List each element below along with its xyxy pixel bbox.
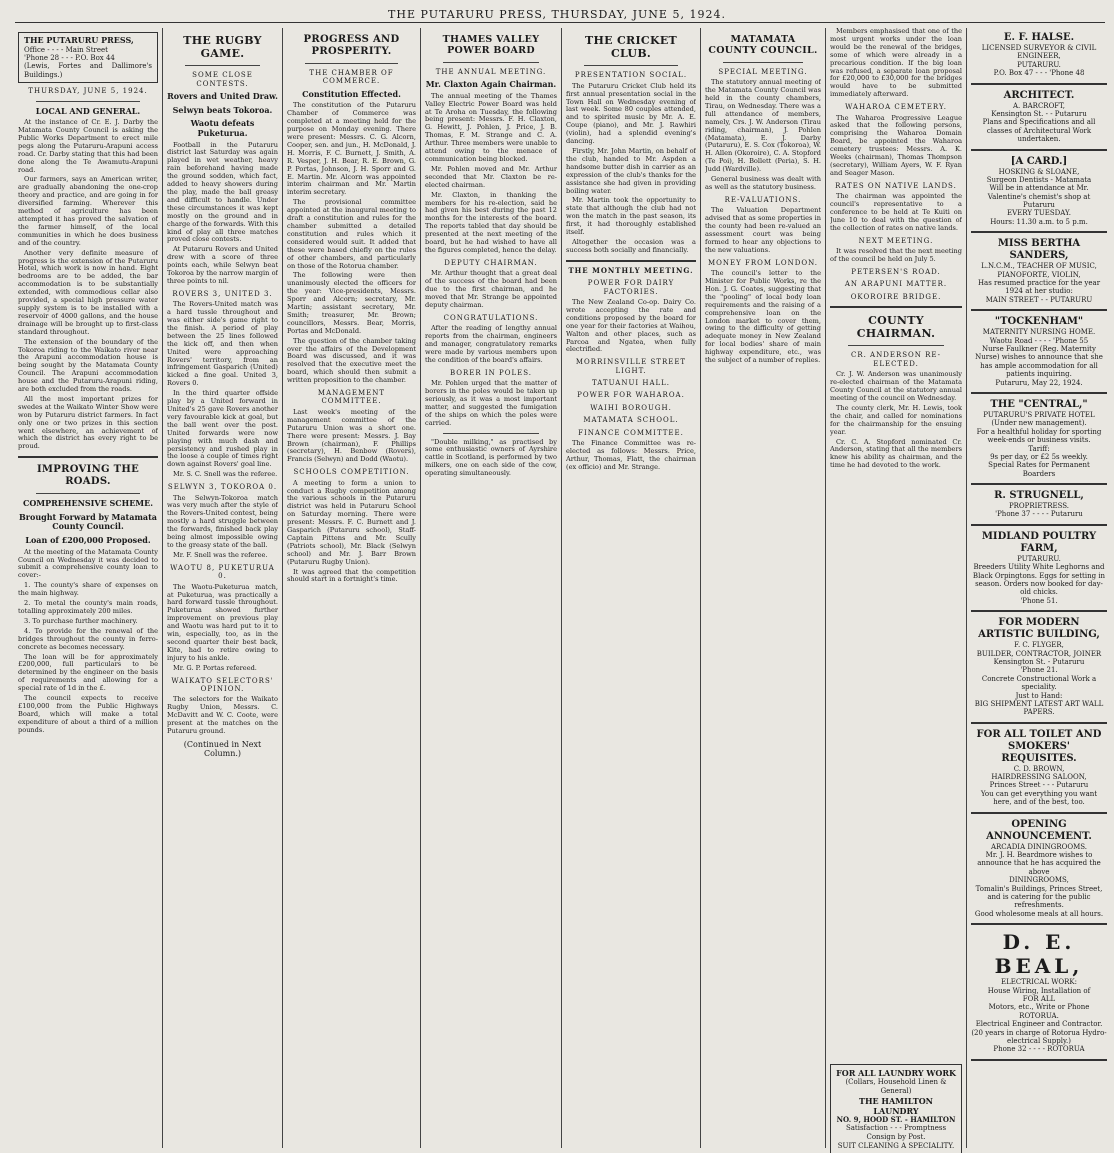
advert-line: P.O. Box 47 - - - 'Phone 48 [993, 69, 1085, 78]
advert-line: Phone 32 - - - - ROTORUA [993, 1045, 1085, 1054]
article-heading: THE MONTHLY MEETING. [568, 265, 694, 275]
advertisement [971, 930, 1107, 1054]
advertisement [971, 238, 1107, 304]
advert-line: Mr. J. H. Beardmore wishes to announce that he has acquired the above [977, 851, 1101, 876]
column-cricket-club [566, 28, 696, 1148]
advertisement [971, 32, 1107, 78]
article-heading: THAMES VALLEY POWER BOARD [442, 34, 540, 57]
divider [185, 65, 260, 66]
column-county-council [705, 28, 821, 1148]
article-paragraph: Cr. J. W. Anderson was unanimously re-elected chairman of the Matamata County Council at the statutory annual meeting of the council on Wednesday. [830, 370, 962, 402]
article-paragraph: At Putaruru Rovers and United drew with a score of three points each, while Selwyn beat Tokoroa by the narrow margin of three points to nil. [167, 245, 278, 285]
article-paragraph: It was agreed that the competition should start in a fortnight's time. [287, 567, 416, 584]
article-subheading: Mr. Claxton Again Chairman. [425, 79, 557, 90]
article-subheading: OKOROIRE BRIDGE. [850, 292, 942, 301]
article-paragraph: The constitution of the Putaruru Chamber of Commerce was completed at a meeting held for the purpose on Monday evening. There were present: Messrs. C. G. Alcorn, Cooper, sen. and jun., H. McDonald, J. H. Morris, F. C. Burnett, J. Smith, A. R. Vesper, J. H. Bear, R. E. Brown, G. P. Portas, Johnson, J. H. Sporr and G. E. Martin. Mr. Alcorn was appointed interim chairman and Mr. Martin interim secretary. [287, 101, 416, 197]
advert-title: THE "CENTRAL," [990, 398, 1088, 410]
article-paragraph: Mr. F. Snell was the referee. [173, 550, 268, 559]
divider [971, 524, 1107, 526]
article-subheading: Constitution Effected. [302, 88, 401, 99]
advert-line: Plans and Specifications and all classes of Architectural Work undertaken. [982, 118, 1096, 144]
advertisement [971, 399, 1107, 478]
article-subheading: MONEY FROM LONDON. [707, 258, 818, 267]
article-paragraph: "Double milking," as practised by some enthusiastic owners of Ayrshire cattle in Scotland, is performed by two milkers, one on each side of the cow, operating simultaneously. [425, 437, 557, 478]
article-paragraph: 4. To provide for the renewal of the bridges throughout the county in ferro-concrete as becomes necessary. [18, 626, 158, 651]
article-subheading: POWER FOR WAHAROA. [577, 391, 685, 400]
continued-note: (Continued in Next Column.) [183, 739, 262, 759]
advert-line: 9s per day, or £2 5s weekly. [990, 452, 1088, 461]
advert-line: THE HAMILTON LAUNDRY [859, 1095, 933, 1116]
advertisement [971, 490, 1107, 519]
article-paragraph: At the meeting of the Matamata County Council on Wednesday it was decided to submit a comprehensive county loan to cover:- [18, 547, 158, 580]
column-rule [282, 28, 283, 1148]
column-local-general [18, 28, 158, 1148]
article-paragraph: After the reading of lengthy annual reports from the chairman, engineers and manager, congratulatory remarks were made by various members upon the condition of the board's affairs. [425, 324, 557, 364]
advert-line: Satisfaction - - - Promptness [845, 1124, 947, 1133]
article-paragraph: The chairman was appointed the council's representative to a conference to be held at Te Kuiti on June 10 to deal with the question of the collection of rates on native lands. [830, 192, 962, 232]
advertisement [971, 316, 1107, 387]
laundry-advert [830, 1064, 962, 1153]
divider [971, 309, 1107, 311]
article-paragraph: The Valuation Department advised that as some properties in the county had been re-valued an assessment court was being formed to hear any objections to the new valuations. [705, 206, 821, 254]
advert-line: FOR ALL [1022, 994, 1056, 1003]
divider [971, 83, 1107, 85]
article-subheading: Brought Forward by Matamata County Council. [19, 511, 157, 532]
advert-line: Electrical Engineer and Contractor. [975, 1020, 1103, 1029]
article-heading: IMPROVING THE ROADS. [36, 464, 140, 488]
advert-line: PUTARURU'S PRIVATE HOTEL [983, 410, 1095, 419]
divider [971, 231, 1107, 233]
article-paragraph: Altogether the occasion was a success both socially and financially. [566, 237, 696, 254]
advert-line: PUTARURU. [1017, 60, 1061, 69]
article-paragraph: Mr. S. C. Snell was the referee. [173, 470, 278, 479]
masthead-rule [15, 22, 1105, 23]
advert-line: For a healthful holiday for sporting week-ends or business visits. [976, 427, 1102, 445]
advert-line: (20 years in charge of Rotorua Hydro-electrical Supply.) [971, 1028, 1107, 1045]
article-subheading: CONGRATULATIONS. [443, 313, 539, 322]
advert-title: ARCHITECT. [1003, 89, 1075, 101]
article-subheading: SOME CLOSE CONTESTS. [192, 71, 253, 88]
advert-line: PROPRIETRESS. [1008, 502, 1070, 511]
article-subheading: NEXT MEETING. [858, 236, 934, 245]
advert-line: Good wholesome meals at all hours. [974, 909, 1104, 918]
column-rule [420, 28, 421, 1148]
advert-line: MATERNITY NURSING HOME. [982, 328, 1096, 337]
column-rule [162, 28, 163, 1148]
advertisement [971, 531, 1107, 605]
divider [971, 923, 1107, 925]
advert-line: Motors, etc., Write or Phone [988, 1003, 1090, 1012]
advert-title: MISS BERTHA SANDERS, [997, 238, 1081, 262]
section-heading: LOCAL AND GENERAL. [35, 105, 141, 116]
advert-line: Tariff: [1028, 444, 1050, 453]
article-paragraph: 2. To metal the county's main roads, totalling approximately 200 miles. [18, 599, 158, 616]
advert-line: Princes Street - - - Putaruru [989, 781, 1089, 790]
article-paragraph: The provisional committee appointed at the inaugural meeting to draft a constitution and rules for the chamber submitted a detailed constitution and rules which it considered would suit. It added that these were based chiefly on the rules of other chambers, and particularly on those of the Rotorua chamber. [287, 198, 416, 270]
article-paragraph: The selectors for the Waikato Rugby Union, Messrs. C. McDavitt and W. C. Coote, were present at the matches on the Putaruru ground. [167, 695, 278, 735]
divider [830, 306, 962, 308]
advert-line: Special Rates for Permanent Boarders [988, 461, 1090, 478]
advert-line: BUILDER, CONTRACTOR, JOINER [976, 649, 1102, 658]
advert-line: 'Phone 21. [1020, 666, 1058, 675]
article-subheading: WAIKATO SELECTORS' OPINION. [171, 676, 274, 693]
article-subheading: SPECIAL MEETING. [718, 67, 808, 76]
article-subheading: FINANCE COMMITTEE. [578, 428, 684, 437]
article-subheading: MORRINSVILLE STREET LIGHT. [575, 358, 687, 375]
article-subheading: ROVERS 3, UNITED 3. [172, 289, 273, 298]
advert-line: F. C. FLYGER, [1014, 641, 1064, 650]
article-paragraph: All the most important prizes for swedes at the Waikato Winter Show were won by Putaruru district farmers. In fact only one or two prizes in this section went elsewhere, an achievement of which the district has every right to be proud. [18, 394, 158, 451]
article-paragraph: General business was dealt with as well as the statutory business. [705, 175, 821, 191]
divider [971, 1059, 1107, 1061]
advert-line: A. BARCROFT, [1012, 101, 1066, 110]
advertisement [971, 729, 1107, 807]
advert-line: Nurse Faulkner (Reg. Maternity Nurse) wishes to announce that she has ample accommodation for all patients inquiring. [975, 344, 1103, 379]
article-subheading: WAIHI BOROUGH. [590, 403, 672, 412]
divider [443, 62, 539, 63]
advert-line: NO. 9, HOOD ST. - HAMILTON [836, 1114, 956, 1124]
divider [443, 433, 539, 434]
article-subheading: MATAMATA SCHOOL. [583, 416, 679, 425]
divider [971, 722, 1107, 724]
article-subheading: Waotu defeats Puketurua. [190, 118, 255, 138]
article-subheading: THE CHAMBER OF COMMERCE. [309, 69, 394, 86]
article-heading: THE RUGBY GAME. [183, 34, 262, 61]
article-subheading: PETERSEN'S ROAD. [851, 267, 941, 276]
article-subheading: MANAGEMENT COMMITTEE. [317, 389, 386, 406]
article-subheading: SCHOOLS COMPETITION. [293, 468, 410, 477]
article-subheading: CR. ANDERSON RE-ELECTED. [850, 351, 941, 368]
press-phone: 'Phone 28 - - - P.O. Box 44 [24, 53, 115, 62]
article-paragraph: The statutory annual meeting of the Matamata County Council was held in the county chambers, Tirau, on Wednesday. There was a full attendance of members, namely, Crs. J. W. Anderson (Tirau riding, chairman), J. Pohlen (Matamata), E. J. Darby (Putaruru), E. S. Cox (Tokoroa), W. H. Allen (Okoroire), C. A. Stopford (Te Poi), H. Bollett (Peria), S. H. Judd (Wardville). [705, 78, 821, 174]
divider [848, 345, 944, 346]
divider [971, 483, 1107, 485]
advert-line: Consign by Post. [866, 1133, 926, 1141]
article-paragraph: The Rovers-United match was a hard tussle throughout and was either side's game right to the finish. A period of play between the 25 lines followed the kick off, and then when United were approaching Rovers' territory, from an infringement Gasparich (United) kicked a fine goal. United 3, Rovers 0. [167, 300, 278, 388]
article-paragraph: The loan will be for approximately £200,000, full particulars to be determined by the engineer on the basis of requirements and allowing for a special rate of 1d in the £. [18, 652, 158, 693]
column-advertisements [971, 28, 1107, 1148]
advertisement [971, 617, 1107, 717]
advert-line: C. D. BROWN, [1013, 764, 1065, 773]
column-power-board [425, 28, 557, 1148]
article-subheading: Rovers and United Draw. [167, 91, 278, 102]
press-building: (Lewis, Fortes and Dallimore's Buildings.) [24, 62, 152, 79]
article-subheading: WAOTU 8, PUKETURUA 0. [170, 563, 275, 581]
article-subheading: TATUANUI HALL. [591, 379, 671, 388]
advert-title: FOR MODERN ARTISTIC BUILDING, [978, 617, 1100, 641]
advert-title: OPENING ANNOUNCEMENT. [986, 818, 1092, 842]
article-subheading: DEPUTY CHAIRMAN. [444, 258, 538, 267]
article-paragraph: The Waharoa Progressive League asked that the following persons, comprising the Waharoa Domain Board, be appointed the Waharoa cemetery trustees: Messrs. A. K. Weeks (chairman), Thomas Thompson (secretary), William Ayers, W. F. Ryan and Seager Mason. [830, 113, 962, 177]
article-paragraph: The council expects to receive £100,000 from the Public Highways Board, which will make a total expenditure of about a third of a million pounds. [18, 694, 158, 734]
column-rule [700, 28, 701, 1148]
article-subheading: SELWYN 3, TOKOROA 0. [167, 483, 278, 492]
advert-line: Breeders Utility White Leghorns and Black Orpingtons. Eggs for setting in season. Orders now booked for day-old chicks. [972, 563, 1106, 597]
article-paragraph: The Waotu-Puketurua match, at Puketurua, was practically a hard forward tussle throughout. Puketurua showed further improvement on previous play and Waotu was hard put to it to win, especially, too, as in the second quarter their best back, Kite, had to retire owing to injury to his ankle. [167, 582, 278, 662]
divider [971, 812, 1107, 814]
divider [584, 65, 678, 66]
column-chamber-commerce [287, 28, 416, 1148]
article-paragraph: At the instance of Cr. E. J. Darby the Matamata County Council is asking the Public Works Department to erect mile pegs along the Putaruru-Arapuni access road. Cr. Darby stating that this had been done along the Te Awamutu-Arapuni road. [18, 118, 158, 174]
article-subheading: RE-VALUATIONS. [724, 195, 802, 204]
advert-title: FOR ALL LAUNDRY WORK [836, 1068, 956, 1078]
article-paragraph: Mr. G. P. Portas refereed. [173, 663, 257, 672]
divider [36, 493, 140, 494]
advert-title: E. F. HALSE. [1003, 32, 1075, 43]
divider [723, 62, 803, 63]
article-subheading: PRESENTATION SOCIAL. [574, 71, 688, 80]
advert-line: Has resumed practice for the year 1924 at her studio: [977, 279, 1101, 296]
column-rule [966, 28, 967, 1148]
advert-list [971, 32, 1107, 1061]
advert-line: HOSKING & SLOANE, [998, 167, 1080, 176]
advert-line: 'Phone 37 - - - - Putaruru [995, 510, 1083, 519]
article-paragraph: Football in the Putaruru district last Saturday was again played in wet weather, heavy rain beforehand having made the ground sodden, which fact, added to heavy showers during the play, made the ball greasy and difficult to handle. Under these circumstances it was kept mostly on the ground and in charge of the forwards. With this kind of play all three matches proved close contests. [167, 140, 278, 244]
advertisement [971, 90, 1107, 144]
article-heading: COUNTY CHAIRMAN. [856, 314, 936, 341]
advert-line: Just to Hand: [1015, 691, 1063, 700]
divider [971, 149, 1107, 151]
article-heading: PROGRESS AND PROSPERITY. [303, 34, 400, 57]
article-paragraph: In the third quarter offside play by a United forward in United's 25 gave Rovers another very favourable kick at goal, but the ball went over the post. United forwards were now playing with much dash and persistency and rushed play in the loose a couple of times right down against Rovers' goal line. [167, 389, 278, 469]
article-paragraph: It was resolved that the next meeting of the council be held on July 5. [830, 247, 962, 264]
advert-title: MIDLAND POULTRY FARM, [981, 530, 1097, 554]
advert-line: LICENSED SURVEYOR & CIVIL ENGINEER, [981, 44, 1097, 61]
advert-line: Tomalin's Buildings, Princes Street, and is catering for the public refreshments. [975, 884, 1103, 910]
advert-line: Will be in attendance at Mr. Valentine's chemist's shop at Putaruru [987, 184, 1091, 210]
advert-title: D. E. BEAL, [994, 930, 1084, 979]
advert-line: ARCADIA DININGROOMS. [990, 842, 1088, 851]
advert-line: BIG SHIPMENT LATEST ART WALL PAPERS. [974, 699, 1104, 717]
advert-title: "TOCKENHAM" [994, 316, 1084, 328]
article-paragraph: Our farmers, says an American writer, are gradually abandoning the one-crop theory and practice, and are going in for diversified farming. Wherever this method of agriculture has been attempted it has proved the salvation of the farmer himself, of the local communities in which he does business and of the country. [18, 175, 158, 247]
advert-title: R. STRUGNELL, [994, 490, 1084, 502]
article-paragraph: The Putaruru Cricket Club held its first annual presentation social in the Town Hall on Wednesday evening of last week. Some 80 couples attended, and to spirited music by Mr. A. E. Coupe (piano), and Mr. J. Rawhiri (violin), had a splendid evening's dancing. [566, 81, 696, 146]
advert-line: You can get everything you want here, and of the best, too. [980, 789, 1098, 807]
article-heading: MATAMATA COUNTY COUNCIL. [708, 34, 818, 57]
advert-line: MAIN STREET - - PUTARURU [985, 295, 1093, 304]
article-subheading: COMPREHENSIVE SCHEME. [22, 498, 154, 509]
advert-line: House Wiring, Installation of [987, 986, 1091, 995]
divider [18, 456, 158, 458]
article-paragraph: The following were then unanimously elected the officers for the year: Vice-presidents, Messrs. Sporr and Alcorn; secretary, Mr. Martin; assistant secretary, Mr. Smith; treasurer, Mr. Brown; councillors, Messrs. Bear, Morris, Portas and McDonald. [287, 271, 416, 335]
column-council-continued [830, 28, 962, 1148]
divider [971, 392, 1107, 394]
divider [36, 101, 140, 102]
article-subheading: POWER FOR DAIRY FACTORIES. [587, 279, 675, 296]
advertisement [971, 156, 1107, 227]
article-subheading: AN ARAPUNI MATTER. [844, 280, 948, 289]
advert-title: [A CARD.] [1010, 155, 1068, 167]
article-paragraph: Firstly, Mr. John Martin, on behalf of the club, handed to Mr. Aspden a handsome butter dish in carrier as an expression of the club's thanks for the assistance she had given in providing boiling water. [566, 147, 696, 195]
article-paragraph: Mr. Martin took the opportunity to state that although the club had not won the match in the past season, its first, it had thoroughly established itself. [566, 196, 696, 237]
advert-line: Kensington St. - Putaruru [993, 657, 1085, 666]
column-rule [825, 28, 826, 1148]
divider [971, 610, 1107, 612]
article-subheading: RATES ON NATIVE LANDS. [835, 181, 957, 190]
article-subheading: THE ANNUAL MEETING. [435, 67, 547, 76]
advert-line: (Collars, Household Linen & General) [845, 1078, 947, 1095]
article-paragraph: Another very definite measure of progress is the extension of the Putaruru Hotel, which work is now in hand. Eight bedrooms are to be added, the bar accommodation is to be substantially extended, with commodious cellar also provided, a special high pressure water supply system is to be installed with a reservoir of 4000 gallons, and the house drainage will be brought up to first-class standard throughout. [18, 248, 158, 336]
advert-line: HAIRDRESSING SALOON, [991, 773, 1087, 782]
press-info-box [18, 32, 158, 83]
article-paragraph: The extension of the boundary of the Tokoroa riding to the Waikato river near the Arapuni accommodation house is being sought by the Matamata County Council. The Arapuni accommodation house and the Putaruru-Arapuni riding, are both excluded from the roads. [18, 337, 158, 394]
advert-line: L.N.C.M., TEACHER OF MUSIC, PIANOFORTE, VIOLIN, [981, 262, 1097, 279]
article-paragraph: 3. To purchase further machinery. [24, 616, 138, 625]
article-paragraph: The New Zealand Co-op. Dairy Co. wrote accepting the rate and conditions proposed by the board for one year for their factories at Waihou, Walton and other places, such as Parcoa and Ngatea, when fully electrified. [566, 297, 696, 354]
advert-line: SUIT CLEANING A SPECIALITY. [837, 1141, 955, 1150]
article-subheading: Selwyn beats Tokoroa. [172, 104, 273, 115]
divider [305, 63, 398, 64]
advertisement [971, 819, 1107, 919]
article-paragraph: The county clerk, Mr. H. Lewis, took the chair, and called for nominations for the chairmanship for the ensuing year. [830, 403, 962, 436]
advert-line: Hours: 11.30 a.m. to 5 p.m. [990, 217, 1088, 226]
divider [566, 260, 696, 262]
article-paragraph: The Finance Committee was re-elected as follows: Messrs. Price, Arthur, Thomas, Flatt, the chairman (ex officio) and Mr. Strange. [566, 439, 696, 471]
advert-line: (Under new management). [991, 419, 1087, 428]
article-paragraph: A meeting to form a union to conduct a Rugby competition among the various schools in the Putaruru district was held in Putaruru School on Saturday morning. There were present: Messrs. F. C. Burnett and J. Gasparich (Putaruru school), Staff-Captain Pittens and Mr. Scully (Patriots school), Mr. Black (Selwyn school) and Mr. J. Barr Brown (Putaruru Rugby Union). [287, 478, 416, 566]
advert-line: Surgeon Dentists - Matamata [986, 175, 1092, 184]
advert-line: ROTORUA. [1019, 1011, 1059, 1020]
column-rugby [167, 28, 278, 1148]
press-office: Office - - - - Main Street [24, 45, 108, 54]
advert-line: Putaruru, May 22, 1924. [995, 378, 1083, 387]
article-paragraph: Mr. Pohlen urged that the matter of borers in the poles would be taken up seriously, as it was a most important matter, and suggested the fumigation of the ships on which the poles were carried. [425, 379, 557, 427]
press-name: THE PUTARURU PRESS, [24, 35, 134, 45]
article-paragraph: Mr. Arthur thought that a great deal of the success of the board had been due to the first chairman, and he moved that Mr. Strange be appointed deputy chairman. [425, 269, 557, 309]
advert-line: Kensington St. - - Putaruru [991, 109, 1087, 118]
article-subheading: Loan of £200,000 Proposed. [25, 535, 151, 546]
advert-line: Waotu Road - - - - 'Phone 55 [989, 336, 1089, 345]
column-rule [561, 28, 562, 1148]
article-paragraph: Members emphasised that one of the most urgent works under the loan would be the renewal of the bridges, some of which were already in a precarious condition. If the big loan was refused, a separate loan proposal for £20,000 to £30,000 for the bridges would have to be submitted immediately afterward. [830, 28, 962, 99]
article-paragraph: Mr. Pohlen moved and Mr. Arthur seconded that Mr. Claxton be re-elected chairman. [425, 164, 557, 189]
advert-title: FOR ALL TOILET AND SMOKERS' REQUISITES. [976, 728, 1102, 764]
issue-date: THURSDAY, JUNE 5, 1924. [28, 87, 148, 96]
advert-line: ELECTRICAL WORK: [1000, 978, 1077, 987]
advert-line: 'Phone 51. [1020, 596, 1058, 605]
article-paragraph: The annual meeting of the Thames Valley Electric Power Board was held at Te Aroha on Tuesday, the following being present: Messrs. F. H. Claxton, G. Hewitt, J. Pohlen, J. Price, J. B. Thomas, F. M. Strange and C. A. Arthur. Three members were unable to attend owing to the menace of communication being blocked. [425, 91, 557, 164]
article-subheading: WAHAROA CEMETERY. [845, 103, 947, 112]
masthead: THE PUTARURU PRESS, THURSDAY, JUNE 5, 1924. [388, 8, 726, 21]
advert-line: PUTARURU. [1017, 554, 1061, 563]
article-paragraph: Cr. C. A. Stopford nominated Cr. Anderson, stating that all the members knew his ability as chairman, and the time he had devoted to the work. [830, 437, 962, 470]
article-paragraph: The Selwyn-Tokoroa match was very much after the style of the Rovers-United contest, being mostly a hard struggle between the forwards, finished back play being almost impossible owing to the greasy state of the ball. [167, 493, 278, 549]
article-paragraph: Mr. Claxton, in thanking the members for his re-election, said he had given his best during the past 12 months for the interests of the board. The reports tabled that day should be presented at the next meeting of the board, but he had wished to have all the figures completed, hence the delay. [425, 190, 557, 254]
advert-line: DININGROOMS, [1009, 876, 1069, 885]
article-heading: THE CRICKET CLUB. [584, 34, 678, 61]
article-paragraph: The question of the chamber taking over the affairs of the Development Board was discussed, and it was resolved that the executive meet the board, which should then submit a written proposition to the chamber. [287, 336, 416, 385]
article-paragraph: The council's letter to the Minister for Public Works, re the Hon. J. G. Coates, suggesting that the "pooling" of local body loan requirements and the raising of a comprehensive loan on the London market to cover them, owing to the difficulty of getting adequate money in New Zealand for local bodies' share of main highway expenditure, etc., was the subject of a number of replies. [705, 269, 821, 365]
article-paragraph: Last week's meeting of the management committee of the Putaruru Union was a short one. There were present: Messrs. J. Bay Brown (chairman), F. Phillips (secretary), H. Benbow (Rovers), Francis (Selwyn) and Dodd (Waotu). [287, 407, 416, 464]
advert-line: EVERY TUESDAY. [1007, 209, 1071, 218]
article-subheading: BORER IN POLES. [450, 368, 532, 377]
advert-line: Concrete Constructional Work a speciality. [981, 674, 1097, 692]
article-paragraph: 1. The county's share of expenses on the main highway. [18, 581, 158, 598]
